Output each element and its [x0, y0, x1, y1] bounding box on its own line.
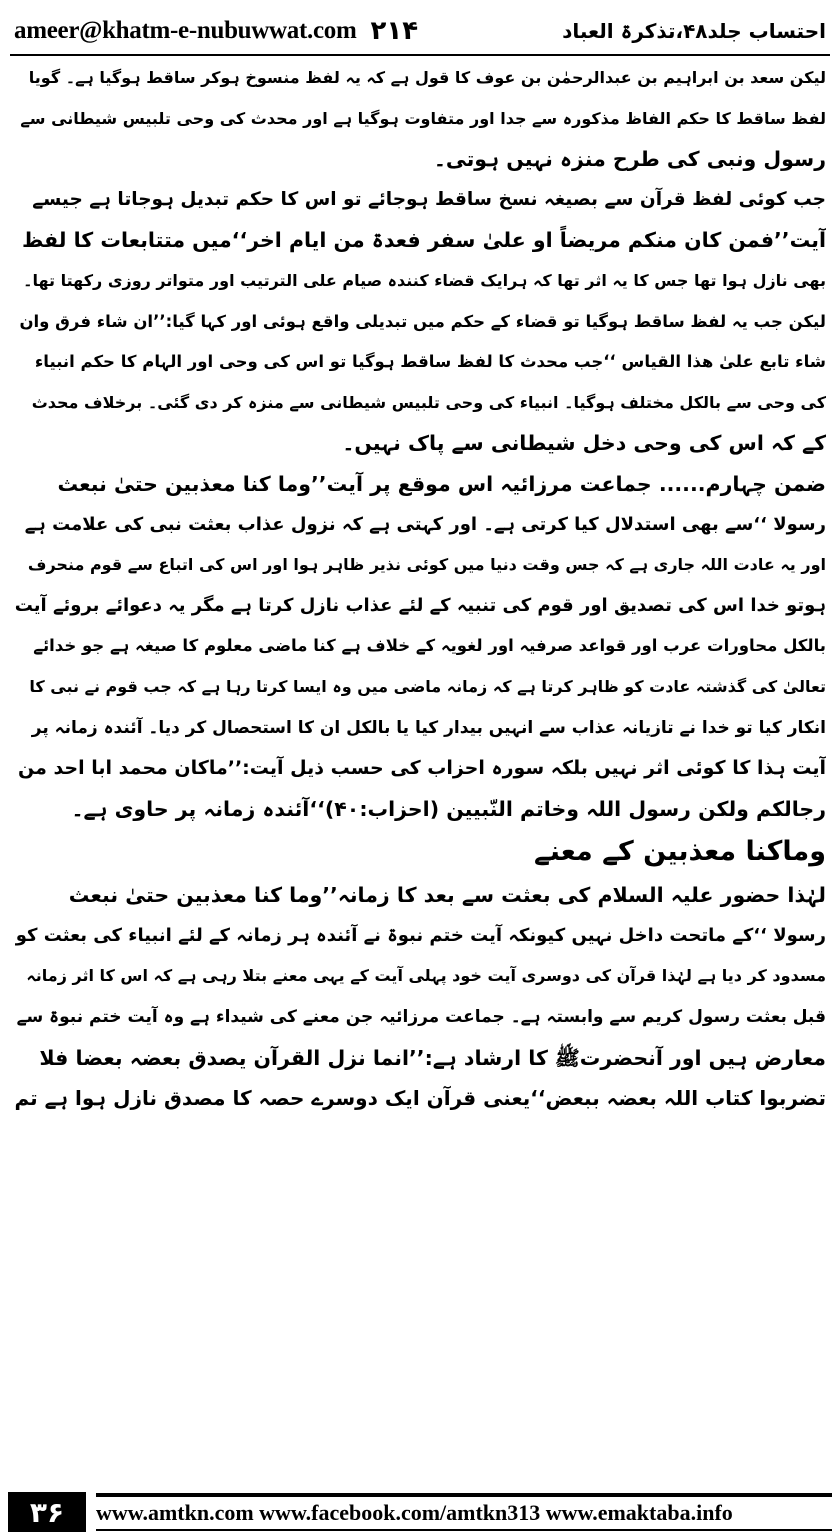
- footer-rule-bottom: [96, 1529, 832, 1531]
- text-line: آیت’’فمن کان منکم مریضاً او علیٰ سفر فعدۃ من ایام اخر‘‘میں متتابعات کا لفظ: [22, 228, 826, 253]
- text-line: ہوتو خدا اس کی تصدیق اور قوم کی تنبیہ کے لئے عذاب نازل کرتا ہے مگر یہ دعوائے بروئے آیت: [14, 594, 826, 616]
- text-line: لیکن سعد بن ابراہیم بن عبدالرحمٰن بن عوف کا قول ہے کہ یہ لفظ منسوخ ہوکر ساقط ہوگیا ہے۔ گویا: [28, 68, 826, 87]
- text-line: لہٰذا حضور علیہ السلام کی بعثت سے بعد کا زمانہ’’وما کنا معذبین حتیٰ نبعث: [68, 883, 826, 908]
- text-line: مسدود کر دیا ہے لہٰذا قرآن کی دوسری آیت خود پہلی آیت کے یہی معنے بتلا رہی ہے کہ اس کا اثر زمانہ: [26, 966, 826, 986]
- text-line: رسولا ‘‘سے بھی استدلال کیا کرتی ہے۔ اور کہتی ہے کہ نزول عذاب بعثت نبی کی علامت ہے: [24, 513, 826, 535]
- header-book-title: احتساب جلد۴۸،تذکرۃ العباد: [562, 19, 826, 43]
- text-line: لیکن جب یہ لفظ ساقط ہوگیا تو قضاء کے حکم میں تبدیلی واقع ہوئی اور کہا گیا:’’ان شاء فرق وان: [19, 311, 826, 331]
- header-email: ameer@khatm-e-nubuwwat.com: [14, 17, 357, 44]
- section-heading: وماکنا معذبین کے معنے: [533, 836, 826, 868]
- header-rule: [10, 54, 830, 56]
- text-line: بالکل محاورات عرب اور قواعد صرفیہ اور لغویہ کے خلاف ہے کنا ماضی معلوم کا صیغہ ہے جو خدائے: [33, 636, 826, 656]
- text-line: ضمن چہارم...... جماعت مرزائیہ اس موقع پر آیت’’وما کنا معذبین حتیٰ نبعث: [57, 471, 826, 496]
- text-line: اور یہ عادت اللہ جاری ہے کہ جس وقت دنیا میں کوئی نذیر ظاہر ہوا اور اس کی اتباع سے قوم منحرف: [27, 555, 826, 575]
- text-line: تضربوا کتاب اللہ بعضہ ببعض‘‘یعنی قرآن ایک دوسرے حصہ کا مصدق نازل ہوا ہے تم: [14, 1086, 826, 1111]
- text-line: قبل بعثت رسول کریم سے وابستہ ہے۔ جماعت مرزائیہ جن معنے کی شیداء ہے وہ آیت ختم نبوۃ سے: [16, 1007, 826, 1028]
- footer-links-block: [86, 1492, 832, 1532]
- footer-page-number: ۳۶: [8, 1492, 86, 1532]
- text-line: جب کوئی لفظ قرآن سے بصیغہ نسخ ساقط ہوجائے تو اس کا حکم تبدیل ہوجاتا ہے جیسے: [32, 188, 826, 210]
- page-footer: [8, 1492, 832, 1532]
- text-line: رجالکم ولکن رسول اللہ وخاتم النّبیین (احزاب:۴۰)‘‘آئندہ زمانہ پر حاوی ہے۔: [71, 796, 826, 821]
- text-line: رسولا ‘‘کے ماتحت داخل نہیں کیونکہ آیت ختم نبوۃ نے آئندہ ہر زمانہ کے لئے انبیاء کی بعثت کو: [15, 924, 826, 946]
- text-line: کے کہ اس کی وحی دخل شیطانی سے پاک نہیں۔: [342, 431, 826, 456]
- text-line: تعالیٰ کی گذشتہ عادت کو ظاہر کرتا ہے کہ زمانہ ماضی میں وہ ایسا کرتا رہا ہے کہ جب قوم نے نبی کا: [29, 676, 826, 696]
- text-line: انکار کیا تو خدا نے تازیانہ عذاب سے انہیں بیدار کیا یا بالکل ان کا استحصال کر دیا۔ آئندہ زمانہ پر: [31, 717, 826, 738]
- text-line: کی وحی سے بالکل مختلف ہوگیا۔ انبیاء کی وحی تلبیس شیطانی سے منزہ کر دی گئی۔ برخلاف محدث: [31, 392, 826, 412]
- footer-links: www.amtkn.com www.facebook.com/amtkn313 www.emaktaba.info: [96, 1500, 733, 1525]
- text-line: شاء تابع علیٰ ھذا القیاس ‘‘جب محدث کا لفظ ساقط ہوگیا تو اس کی وحی اور الہام کا حکم انبیاء: [34, 352, 826, 372]
- page-body: [14, 58, 826, 1119]
- page-header: [14, 8, 826, 54]
- text-line: معارض ہیں اور آنحضرتﷺ کا ارشاد ہے:’’انما نزل القرآن یصدق بعضہ بعضا فلا: [39, 1045, 826, 1070]
- header-page-number: ۲۱۴: [370, 16, 419, 46]
- text-line: بھی نازل ہوا تھا جس کا یہ اثر تھا کہ ہرایک قضاء کنندہ صیام علی الترتیب اور متواتر روزی رکھتا تھا۔: [23, 270, 826, 290]
- text-line: لفظ ساقط کا حکم الفاظ مذکورہ سے جدا اور متفاوت ہوگیا ہے اور محدث کی وحی تلبیس شیطانی سے: [20, 108, 826, 128]
- text-line: رسول ونبی کی طرح منزہ نہیں ہوتی۔: [433, 147, 826, 172]
- footer-rule-top: [96, 1493, 832, 1497]
- text-line: آیت ہذا کا کوئی اثر نہیں بلکہ سورہ احزاب کی حسب ذیل آیت:’’ماکان محمد ابا احد من: [17, 757, 826, 780]
